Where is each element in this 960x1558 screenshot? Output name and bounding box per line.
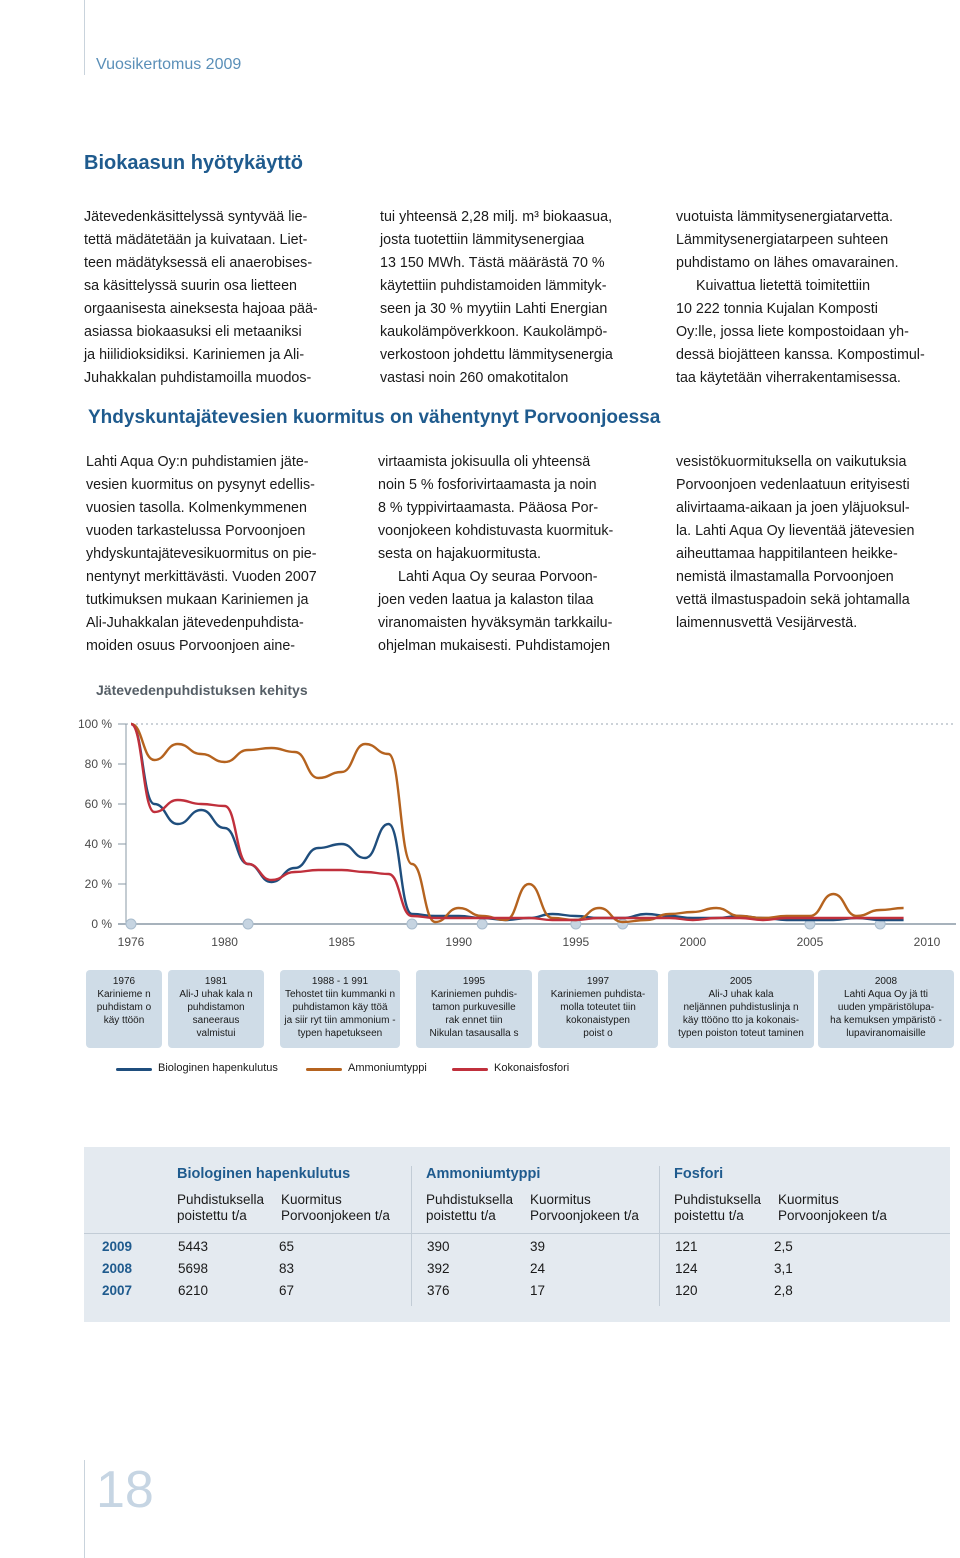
text-line: tui yhteensä 2,28 milj. m³ biokaasua,	[380, 209, 613, 225]
text-line: vesistökuormituksella on vaikutuksia	[676, 454, 907, 470]
section2-col2	[378, 451, 654, 658]
event-text: Nikulan tasausalla s	[429, 1028, 519, 1039]
event-text: saneeraus	[192, 1015, 240, 1026]
table-cell: 5698	[178, 1261, 209, 1276]
timeline-events	[86, 970, 956, 1050]
text-line: noin 5 % fosforivirtaamasta ja noin	[378, 477, 597, 493]
series-line	[131, 724, 904, 920]
section1-col2	[380, 206, 656, 390]
event-text: ha kemuksen ympäristö -	[830, 1015, 942, 1026]
x-tick-label: 1976	[117, 935, 145, 949]
event-text: 1997	[586, 976, 610, 987]
text-line: kaukolämpöverkkoon. Kaukolämpö-	[380, 324, 608, 340]
event-text: 1976	[112, 976, 136, 987]
text-line: dessä biojätteen kanssa. Kompostimul-	[676, 347, 925, 363]
text-line: Lahti Aqua Oy seuraa Porvoon-	[398, 569, 598, 585]
event-text: käy ttöönο tto ja kokonais-	[682, 1015, 800, 1026]
table-cell: 120	[675, 1283, 698, 1298]
subheader-load: Kuormitus Porvoonjokeen t/a	[281, 1192, 390, 1223]
text-line: Jätevedenkäsittelyssä syntyvää lie-	[84, 209, 308, 225]
event-text: käy ttöön	[103, 1015, 145, 1026]
table-cell: 65	[279, 1239, 295, 1254]
header-divider	[84, 1233, 950, 1234]
event-text: kokonaistypen	[566, 1015, 630, 1026]
text-line: Lämmitysenergiatarpeen suhteen	[676, 232, 889, 248]
legend-swatch	[116, 1068, 152, 1071]
event-box	[538, 970, 658, 1048]
event-text: valmistui	[196, 1028, 236, 1039]
table-cell: 24	[530, 1261, 546, 1276]
y-tick-label: 20 %	[84, 877, 112, 891]
x-tick-label: 1985	[328, 935, 356, 949]
data-table	[84, 1147, 950, 1322]
event-text: uuden ympäristölupa-	[837, 1002, 935, 1013]
text-line: vesien kuormitus on pysynyt edellis-	[86, 477, 315, 493]
text-line: Juhakkalan puhdistamoilla muodos-	[84, 370, 312, 386]
text-line: alivirtaama-aikaan ja joen yläjuoksul-	[676, 500, 910, 516]
legend-label: Ammoniumtyppi	[348, 1062, 427, 1074]
event-text: Ali-J uhak kala n	[179, 989, 253, 1000]
text-line: vuotuista lämmitysenergiatarvetta.	[676, 209, 893, 225]
event-text: poist o	[583, 1028, 613, 1039]
text-line: 13 150 MWh. Tästä määrästä 70 %	[380, 255, 605, 271]
table-cell: 2,8	[774, 1283, 793, 1298]
event-text: 1988 - 1 991	[311, 976, 369, 987]
x-tick-label: 2000	[679, 935, 707, 949]
text-line: Ali-Juhakkalan jätevedenpuhdista-	[86, 615, 304, 631]
text-line: ohjelman mukaisesti. Puhdistamojen	[378, 638, 611, 654]
text-line: josta tuotettiin lämmitysenergiaa	[380, 232, 585, 248]
event-text: Lahti Aqua Oy jä tti	[844, 989, 928, 1000]
text-line: sa käsittelyssä suurin osa lietteen	[84, 278, 297, 294]
event-text: Karinieme n	[97, 989, 151, 1000]
text-line: teen mädätyksessä eli anaerobises-	[84, 255, 313, 271]
section2-col3	[676, 451, 950, 635]
chart-title: Jätevedenpuhdistuksen kehitys	[96, 682, 308, 698]
text-line: voonjokeen kohdistuvasta kuormituk-	[378, 523, 614, 539]
column-divider	[411, 1166, 412, 1306]
table-cell: 83	[279, 1261, 295, 1276]
table-cell: 17	[530, 1283, 546, 1298]
text-line: la. Lahti Aqua Oy lieventää jätevesien	[676, 523, 915, 539]
row-year: 2009	[102, 1239, 133, 1254]
event-text: typen poiston toteut taminen	[678, 1028, 804, 1039]
event-marker	[407, 919, 417, 929]
table-cell: 6210	[178, 1283, 209, 1298]
column-divider	[659, 1166, 660, 1306]
table-cell: 376	[427, 1283, 450, 1298]
text-line: Oy:lle, jossa liete kompostoidaan yh-	[676, 324, 909, 340]
x-tick-label: 1990	[445, 935, 473, 949]
table-cell: 39	[530, 1239, 546, 1254]
text-line: tutkimuksen mukaan Kariniemen ja	[86, 592, 309, 608]
event-text: ja siir ryt tiin ammonium -	[284, 1015, 396, 1026]
legend-label: Kokonaisfosfori	[494, 1062, 570, 1074]
line-chart	[0, 710, 960, 962]
row-year: 2008	[102, 1261, 133, 1276]
event-text: puhdistamon	[187, 1002, 245, 1013]
event-text: molla toteutet tiin	[560, 1002, 636, 1013]
event-text: typen hapetukseen	[297, 1028, 383, 1039]
report-title: Vuosikertomus 2009	[96, 56, 242, 73]
table-cell: 67	[279, 1283, 295, 1298]
event-text: Kariniemen puhdis-	[430, 989, 518, 1000]
event-text: puhdistam o	[96, 1002, 152, 1013]
section1-title: Biokaasun hyötykäyttö	[84, 152, 303, 174]
text-line: nentynyt merkittävästi. Vuoden 2007	[86, 569, 317, 585]
subheader-removed: Puhdistuksella poistettu t/a	[177, 1192, 265, 1223]
page-number: 18	[96, 1461, 154, 1519]
event-marker	[243, 919, 253, 929]
legend-swatch	[306, 1068, 342, 1071]
text-line: vettä ilmastuspadoin sekä johtamalla	[676, 592, 910, 608]
event-box	[86, 970, 162, 1048]
text-line: ja hiilidioksidiksi. Kariniemen ja Ali-	[84, 347, 305, 363]
text-line: aiheuttamaa happitilanteen heikke-	[676, 546, 898, 562]
table-cell: 5443	[178, 1239, 209, 1254]
table-cell: 124	[675, 1261, 698, 1276]
text-line: vuoden tarkastelussa Porvoonjoen	[86, 523, 306, 539]
text-line: verkostoon johdettu lämmitysenergia	[380, 347, 613, 363]
event-box	[416, 970, 532, 1048]
text-line: virtaamista jokisuulla oli yhteensä	[378, 454, 591, 470]
event-text: Ali-J uhak kala	[708, 989, 774, 1000]
y-tick-label: 0 %	[91, 917, 112, 931]
table-cell: 390	[427, 1239, 450, 1254]
text-line: joen veden laatua ja kalaston tilaa	[378, 592, 594, 608]
text-line: orgaanisesta aineksesta hajoaa pää-	[84, 301, 318, 317]
event-box	[818, 970, 954, 1048]
text-line: Kuivattua lietettä toimitettiin	[696, 278, 871, 294]
series-line	[131, 724, 904, 920]
row-year: 2007	[102, 1283, 133, 1298]
subheader-removed: Puhdistuksella poistettu t/a	[674, 1192, 762, 1223]
text-line: seen ja 30 % myytiin Lahti Energian	[380, 301, 608, 317]
text-line: laimennusvettä Vesijärvestä.	[676, 615, 858, 631]
text-line: Porvoonjoen vedenlaatuun erityisesti	[676, 477, 910, 493]
text-line: Lahti Aqua Oy:n puhdistamien jäte-	[86, 454, 309, 470]
x-tick-label: 2010	[913, 935, 941, 949]
section1-col3	[676, 206, 950, 390]
event-text: 2005	[729, 976, 753, 987]
y-tick-label: 40 %	[84, 837, 112, 851]
event-text: neljännen puhdistuslinja n	[683, 1002, 799, 1013]
text-line: asiassa biokaasuksi eli metaaniksi	[84, 324, 302, 340]
event-marker	[126, 919, 136, 929]
text-line: yhdyskuntajätevesikuormitus on pie-	[86, 546, 317, 562]
header-rule	[84, 0, 85, 75]
y-tick-label: 100 %	[77, 717, 112, 731]
event-box	[168, 970, 264, 1048]
footer-rule	[84, 1460, 85, 1558]
text-line: moiden osuus Porvoonjoen aine-	[86, 638, 296, 654]
text-line: nemistä ilmastamalla Porvoonjoen	[676, 569, 894, 585]
event-text: 2008	[874, 976, 898, 987]
event-text: lupaviranomaisille	[846, 1028, 926, 1039]
table-cell: 392	[427, 1261, 450, 1276]
text-line: tettä mädätetään ja kuivataan. Liet-	[84, 232, 308, 248]
group-header: Ammoniumtyppi	[426, 1166, 541, 1182]
event-marker	[477, 919, 487, 929]
table-cell: 2,5	[774, 1239, 793, 1254]
text-line: viranomaisten hyväksymän tarkkailu-	[378, 615, 613, 631]
group-header: Fosfori	[674, 1166, 724, 1182]
subheader-load: Kuormitus Porvoonjokeen t/a	[530, 1192, 639, 1223]
text-line: 10 222 tonnia Kujalan Komposti	[676, 301, 878, 317]
text-line: puhdistamo on lähes omavarainen.	[676, 255, 899, 271]
section2-col1	[86, 451, 360, 658]
text-line: sesta on hajakuormitusta.	[378, 546, 541, 562]
event-text: Kariniemen puhdista-	[550, 989, 646, 1000]
event-text: rak ennet tiin	[445, 1015, 503, 1026]
table-cell: 121	[675, 1239, 698, 1254]
subheader-load: Kuormitus Porvoonjokeen t/a	[778, 1192, 887, 1223]
x-tick-label: 1995	[562, 935, 590, 949]
x-tick-label: 1980	[211, 935, 238, 949]
series-line	[131, 724, 904, 922]
event-text: 1981	[204, 976, 228, 987]
event-text: Tehostet tiin kummanki n	[284, 989, 396, 1000]
x-tick-label: 2005	[796, 935, 824, 949]
event-text: puhdistamon käy ttöä	[292, 1002, 388, 1013]
event-text: 1995	[462, 976, 486, 987]
section2-title: Yhdyskuntajätevesien kuormitus on vähentynyt Porvoonjoessa	[88, 407, 661, 428]
text-line: 8 % typpivirtaamasta. Pääosa Por-	[378, 500, 599, 516]
text-line: käytettiin puhdistamoiden lämmityk-	[380, 278, 607, 294]
y-tick-label: 80 %	[84, 757, 112, 771]
event-box	[668, 970, 814, 1048]
event-text: tamon purkuvesille	[432, 1002, 516, 1013]
legend-swatch	[452, 1068, 488, 1071]
text-line: taa käytetään viherrakentamisessa.	[676, 370, 901, 386]
text-line: vastasi noin 260 omakotitalon	[380, 370, 569, 386]
group-header: Biologinen hapenkulutus	[177, 1166, 351, 1182]
table-cell: 3,1	[774, 1261, 793, 1276]
y-tick-label: 60 %	[84, 797, 112, 811]
event-box	[280, 970, 400, 1048]
legend-label: Biologinen hapenkulutus	[158, 1062, 278, 1074]
subheader-removed: Puhdistuksella poistettu t/a	[426, 1192, 514, 1223]
section1-col1	[84, 206, 358, 390]
text-line: vuosien tasolla. Kolmenkymmenen	[86, 500, 307, 516]
